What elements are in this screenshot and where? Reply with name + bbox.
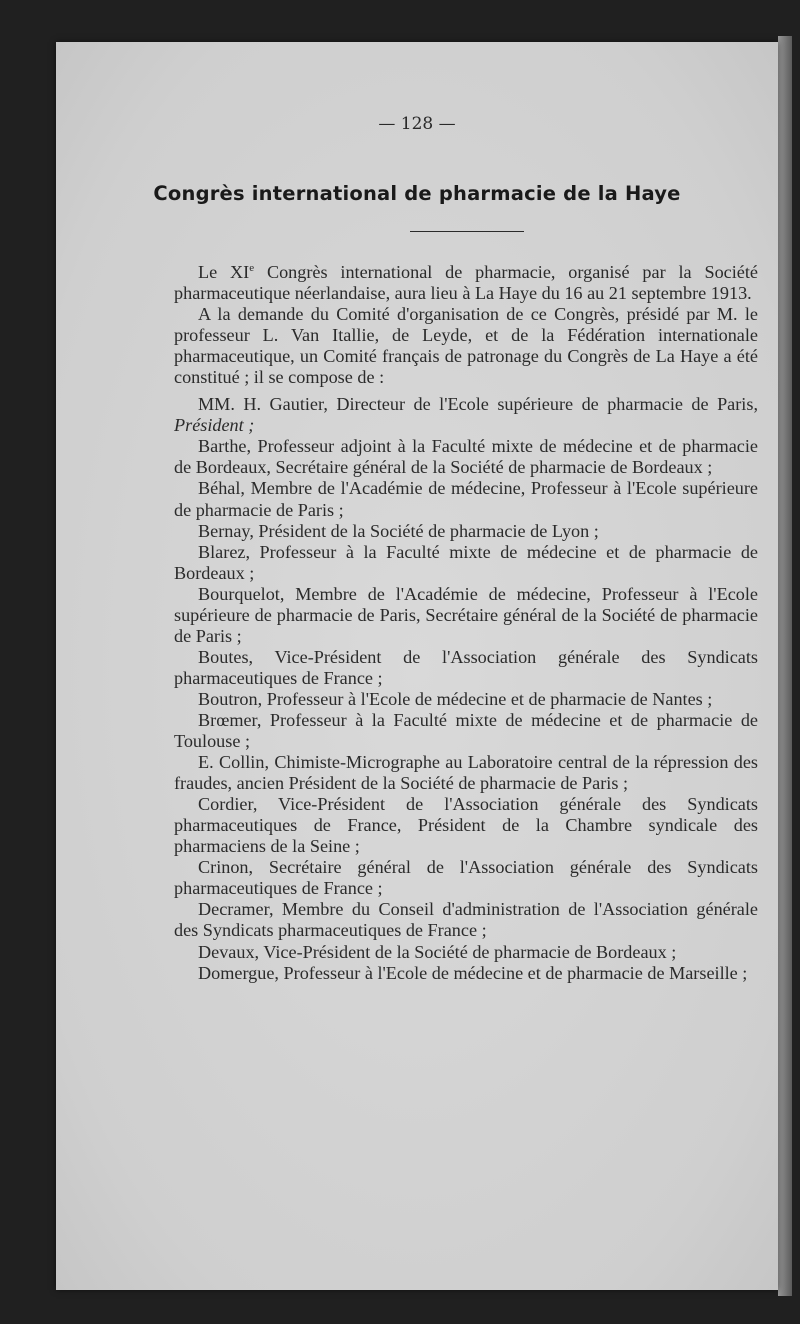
member-entry: Crinon, Secrétaire général de l'Association générale des Syndicats pharmaceutiques de France ; [174,857,758,899]
member-entry: Bernay, Président de la Société de pharmacie de Lyon ; [198,520,599,541]
document-page [56,42,778,1290]
intro-rest: Congrès international de pharmacie, organisé par la Société pharmaceutique néerlandaise, aura lieu à La Haye du 16 au 21 septembre 1913. [174,262,758,304]
member-entry: E. Collin, Chimiste-Micrographe au Laboratoire central de la répression des fraudes, ancien Président de la Société de pharmacie de Paris ; [174,752,758,794]
member-text: MM. H. Gautier, Directeur de l'Ecole supérieure de pharmacie de Paris, [198,394,758,415]
intro-start: Le XI [198,262,250,282]
member-entry: Barthe, Professeur adjoint à la Faculté mixte de médecine et de pharmacie de Bordeaux, Secrétaire général de la Société de pharmacie de Bordeaux ; [174,436,758,478]
page-title: Congrès international de pharmacie de la Haye [153,182,681,205]
paragraph-committee: A la demande du Comité d'organisation de ce Congrès, présidé par M. le professeur L. Van Itallie, de Leyde, et de la Fédération internationale pharmaceutique, un Comité français de patronage du Congrès de La Haye a été constitué ; il se compose de : [174,304,758,388]
member-entry: Brœmer, Professeur à la Faculté mixte de médecine et de pharmacie de Toulouse ; [174,709,758,752]
member-entry: Blarez, Professeur à la Faculté mixte de médecine et de pharmacie de Bordeaux ; [174,541,758,583]
member-entry: Decramer, Membre du Conseil d'administration de l'Association générale des Syndicats pharmaceutiques de France ; [174,899,758,941]
member-role: Président ; [174,415,255,436]
member-entry: Béhal, Membre de l'Académie de médecine, Professeur à l'Ecole supérieure de pharmacie de Paris ; [174,478,758,520]
member-entry: Bourquelot, Membre de l'Académie de médecine, Professeur à l'Ecole supérieure de pharmacie de Paris, Secrétaire général de la Société de pharmacie de Paris ; [174,583,758,646]
member-entry: Boutron, Professeur à l'Ecole de médecine et de pharmacie de Nantes ; [198,688,713,709]
member-entry: Domergue, Professeur à l'Ecole de médecine et de pharmacie de Marseille ; [198,962,748,983]
member-entry: Boutes, Vice-Président de l'Association générale des Syndicats pharmaceutiques de France ; [174,646,758,688]
body-text [174,262,758,984]
title-divider [410,231,524,232]
ordinal-superscript: e [249,262,255,274]
page-edge [778,36,792,1296]
page-number: — 128 — [378,114,456,134]
member-entry: Devaux, Vice-Président de la Société de pharmacie de Bordeaux ; [198,941,677,962]
member-entry: Cordier, Vice-Président de l'Association générale des Syndicats pharmaceutiques de France, Président de la Chambre syndicale des pharmaciens de la Seine ; [174,794,758,857]
paragraph-intro [174,262,758,304]
member-entry-president [174,394,758,436]
